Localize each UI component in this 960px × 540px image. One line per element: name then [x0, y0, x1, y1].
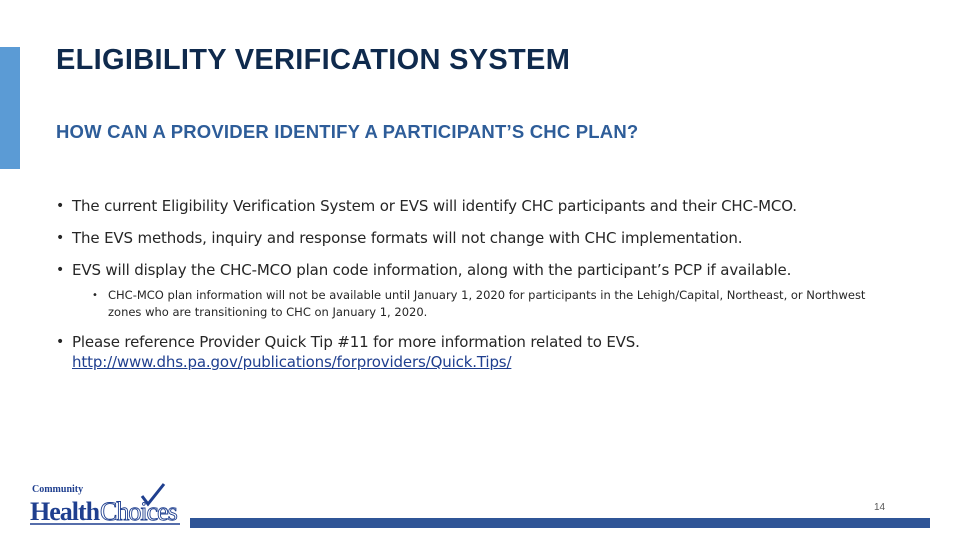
footer-bar — [190, 518, 930, 528]
bullet-item — [54, 228, 934, 248]
page-number: 14 — [874, 502, 886, 513]
bullet-dot: • — [56, 334, 65, 350]
sub-bullet-text: CHC-MCO plan information will not be available until January 1, 2020 for participants in the Lehigh/Capital, Northeast, or Northwest zones who are transitioning to CHC on January 1, 2020. — [108, 288, 866, 319]
bullet-text: EVS will display the CHC-MCO plan code information, along with the participant’s PCP if available. — [72, 261, 792, 279]
community-healthchoices-logo — [30, 482, 186, 528]
slide-subtitle: HOW CAN A PROVIDER IDENTIFY A PARTICIPANT’S CHC PLAN? — [56, 121, 639, 142]
quick-tips-link[interactable]: http://www.dhs.pa.gov/publications/forproviders/Quick.Tips/ — [72, 353, 512, 371]
bullet-dot: • — [56, 262, 65, 278]
bullet-dot: • — [56, 230, 65, 246]
bullet-text: The current Eligibility Verification System or EVS will identify CHC participants and their CHC-MCO. — [72, 197, 797, 215]
sub-bullet-item — [54, 287, 898, 321]
logo-text-choices: Choices — [100, 497, 177, 526]
bullet-list — [54, 196, 934, 384]
logo-text-health: Health — [30, 497, 100, 526]
logo-text-community: Community — [32, 484, 84, 495]
slide-title: ELIGIBILITY VERIFICATION SYSTEM — [56, 44, 571, 76]
bullet-dot: • — [92, 290, 98, 301]
bullet-item — [54, 196, 934, 216]
bullet-text: The EVS methods, inquiry and response formats will not change with CHC implementation. — [72, 229, 743, 247]
bullet-dot: • — [56, 198, 65, 214]
bullet-item — [54, 260, 934, 280]
accent-bar — [0, 47, 20, 169]
bullet-text: Please reference Provider Quick Tip #11 for more information related to EVS. — [72, 333, 640, 351]
bullet-item — [54, 332, 934, 372]
